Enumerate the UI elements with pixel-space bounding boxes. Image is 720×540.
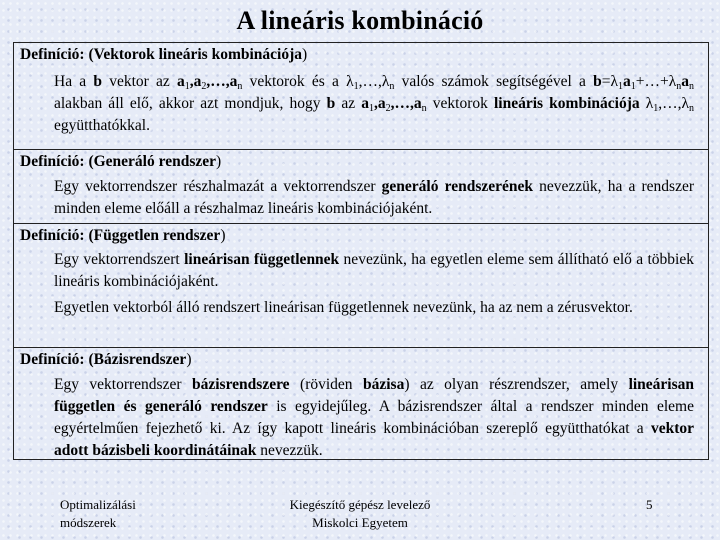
definition-text: Egy vektorrendszer részhalmazát a vektorrendszer generáló rendszerének nevezzük, ha a rendszer minden eleme előáll a részhalmaz lineáris kombinációjaként.: [54, 178, 694, 217]
definitions-panel: [13, 42, 709, 460]
definition-linear-combination: [14, 43, 708, 149]
definition-text-single-vector: Egyetlen vektorból álló rendszert lineárisan függetlennek nevezünk, ha az nem a zérusvektor.: [54, 299, 633, 316]
definition-generating-system: [14, 149, 708, 223]
definition-heading: Definíció: (Vektorok lineáris kombinációja): [20, 46, 308, 63]
definition-heading: Definíció: (Bázisrendszer): [20, 351, 192, 368]
definition-heading: Definíció: (Generáló rendszer): [20, 153, 222, 170]
definition-text: Ha a b vektor az $a_1,a_2,\dots,a_n$ vektorok és a $\lambda_1,\dots,\lambda_n$ valós számok segítségével a $b=\lambda_1a_1+\dots+\lambda_na_n$ alakban áll elő, akkor azt mondjuk, hogy b az $a_1,a_2,\dots,a_n$ vektorok lineáris kombinációja $\lambda_1,\dots,\lambda_n$ együtthatókkal.: [54, 73, 695, 134]
footer-course: Optimalizálási módszerek: [60, 497, 136, 530]
definition-basis: [14, 347, 708, 461]
definition-heading: Definíció: (Független rendszer): [20, 227, 226, 244]
definition-independent-system: [14, 223, 708, 347]
page-number: 5: [646, 497, 653, 512]
definition-text: Egy vektorrendszert lineárisan függetlennek nevezünk, ha egyetlen eleme sem állítható elő a többiek lineáris kombinációjaként.: [54, 251, 694, 290]
slide-title: A lineáris kombináció: [236, 6, 484, 35]
definition-text: Egy vektorrendszer bázisrendszere (röviden bázisa) az olyan részrendszer, amely lineárisan független és generáló rendszer is egyidejűleg. A bázisrendszer által a rendszer minden eleme egyértelműen fejezhető ki. Az így kapott lineáris kombinációban szereplő együtthatókat a vektor adott bázisbeli koordinátáinak nevezzük.: [54, 376, 695, 459]
footer-institution: Kiegészítő gépész levelező Miskolci Egyetem: [289, 497, 431, 530]
